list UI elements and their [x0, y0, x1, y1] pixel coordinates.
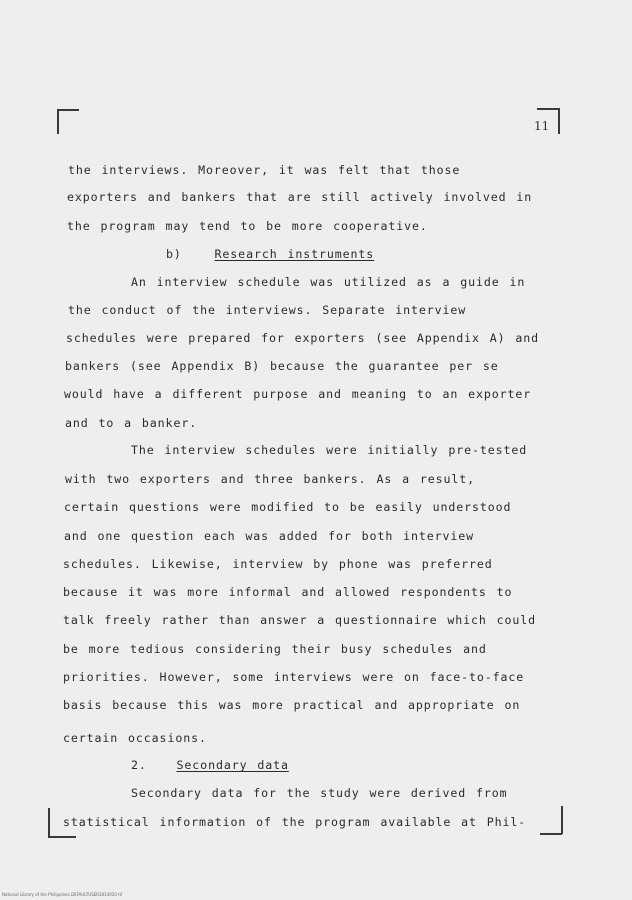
scan-footer: National Library of the Philippines DEFAULTUSER2014020 tif [2, 892, 123, 897]
body-line: the conduct of the interviews. Separate interview [68, 303, 467, 317]
crop-mark-bottom-right-v [561, 806, 563, 834]
body-line: certain questions were modified to be easily understood [64, 500, 512, 514]
crop-mark-top-left-h [57, 109, 79, 111]
crop-mark-bottom-left-v [48, 808, 50, 837]
body-line: because it was more informal and allowed respondents to [63, 585, 513, 599]
crop-mark-bottom-left-h [48, 836, 76, 838]
body-line: schedules. Likewise, interview by phone was preferred [63, 557, 493, 571]
body-line: An interview schedule was utilized as a guide in [131, 275, 526, 289]
crop-mark-top-right-h [537, 108, 559, 110]
section-heading-prefix: b) [166, 247, 182, 261]
section-heading-research-instruments [166, 247, 374, 261]
body-line: certain occasions. [63, 731, 207, 745]
body-line: the program may tend to be more cooperative. [67, 219, 428, 233]
body-line: be more tedious considering their busy schedules and [63, 642, 487, 656]
body-line: talk freely rather than answer a questionnaire which could [63, 613, 537, 627]
body-line: basis because this was more practical and appropriate on [63, 698, 521, 712]
body-line: statistical information of the program available at Phil- [63, 815, 527, 829]
crop-mark-top-right-v [558, 108, 560, 134]
section-heading-prefix: 2. [131, 758, 147, 772]
section-heading-title: Secondary data [176, 758, 289, 772]
body-line: priorities. However, some interviews were on face-to-face [63, 670, 525, 684]
body-line: Secondary data for the study were derived from [131, 786, 508, 800]
body-line: The interview schedules were initially pre-tested [131, 443, 528, 457]
body-line: bankers (see Appendix B) because the guarantee per se [65, 359, 499, 373]
section-heading-title: Research instruments [214, 247, 375, 261]
body-line: would have a different purpose and meaning to an exporter [64, 387, 532, 401]
body-line: schedules were prepared for exporters (see Appendix A) and [66, 331, 540, 345]
crop-mark-bottom-right-h [540, 833, 562, 835]
body-line: and to a banker. [65, 416, 198, 430]
section-heading-secondary-data [131, 758, 289, 772]
body-line: the interviews. Moreover, it was felt that those [68, 163, 461, 177]
crop-mark-top-left-v [57, 109, 59, 134]
body-line: and one question each was added for both interview [64, 529, 475, 543]
body-line: exporters and bankers that are still actively involved in [67, 190, 533, 204]
body-line: with two exporters and three bankers. As a result, [65, 472, 476, 486]
page-number: 11 [534, 119, 550, 133]
